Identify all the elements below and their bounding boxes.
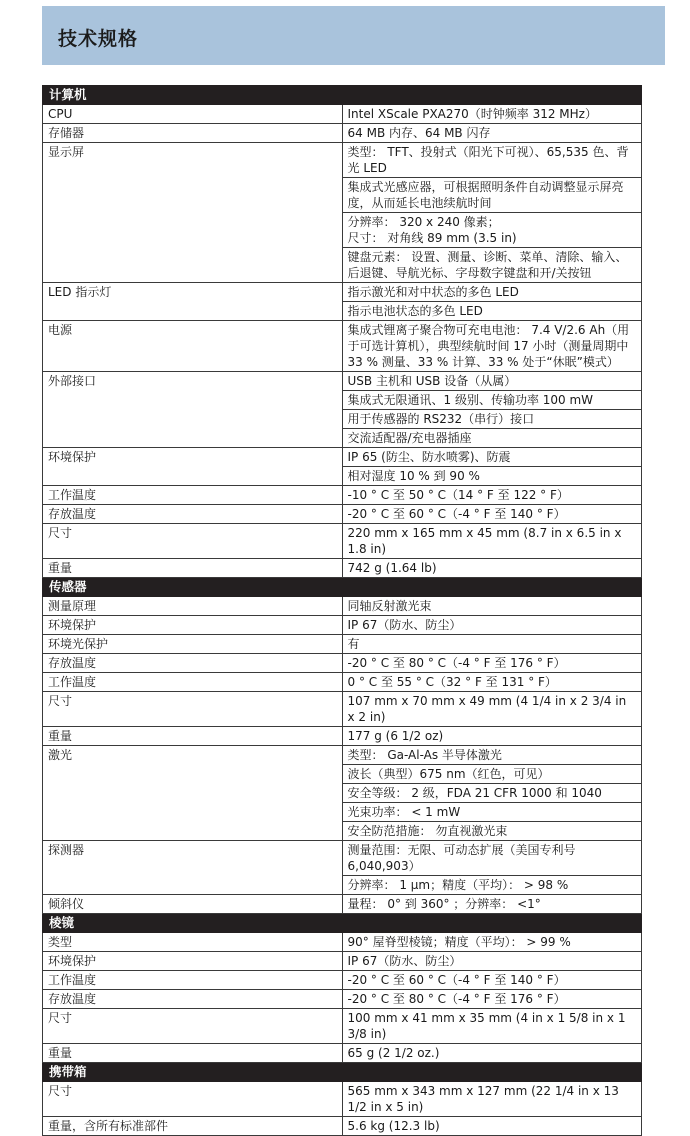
spec-label: 激光 (43, 746, 343, 841)
page-title: 技术规格 (58, 28, 139, 50)
spec-value: IP 67（防水、防尘） (342, 616, 642, 635)
table-row (43, 143, 642, 178)
spec-label: 重量 (43, 1044, 343, 1063)
spec-value: 交流适配器/充电器插座 (342, 429, 642, 448)
spec-value: 65 g (2 1/2 oz.) (342, 1044, 642, 1063)
table-row (43, 727, 642, 746)
spec-label: 尺寸 (43, 524, 343, 559)
table-row (43, 933, 642, 952)
table-row (43, 1044, 642, 1063)
spec-value: 177 g (6 1/2 oz) (342, 727, 642, 746)
table-row (43, 1117, 642, 1136)
spec-label: 尺寸 (43, 1082, 343, 1117)
spec-value: 安全等级： 2 级，FDA 21 CFR 1000 和 1040 (342, 784, 642, 803)
section-header-row (43, 578, 642, 597)
spec-value: 5.6 kg (12.3 lb) (342, 1117, 642, 1136)
spec-value: 安全防范措施： 勿直视激光束 (342, 822, 642, 841)
spec-value: 波长（典型）675 nm（红色，可见） (342, 765, 642, 784)
spec-value: 类型： Ga-Al-As 半导体激光 (342, 746, 642, 765)
spec-label: 电源 (43, 321, 343, 372)
spec-value: USB 主机和 USB 设备（从属） (342, 372, 642, 391)
table-row (43, 559, 642, 578)
spec-table-body (43, 86, 642, 1136)
section-title: 棱镜 (43, 914, 642, 933)
spec-value: 量程： 0° 到 360° ；分辨率： <1° (342, 895, 642, 914)
spec-value: 0 ° C 至 55 ° C（32 ° F 至 131 ° F） (342, 673, 642, 692)
spec-value: -20 ° C 至 60 ° C（-4 ° F 至 140 ° F） (342, 505, 642, 524)
spec-label: CPU (43, 105, 343, 124)
spec-value: 分辨率： 320 x 240 像素； 尺寸： 对角线 89 mm (3.5 in) (342, 213, 642, 248)
table-row (43, 283, 642, 302)
table-row (43, 1009, 642, 1044)
table-row (43, 746, 642, 765)
section-title: 携带箱 (43, 1063, 642, 1082)
spec-value: -20 ° C 至 60 ° C（-4 ° F 至 140 ° F） (342, 971, 642, 990)
spec-value: -20 ° C 至 80 ° C（-4 ° F 至 176 ° F） (342, 990, 642, 1009)
spec-label: LED 指示灯 (43, 283, 343, 321)
spec-label: 外部接口 (43, 372, 343, 448)
table-row (43, 505, 642, 524)
section-title: 计算机 (43, 86, 642, 105)
spec-value: 光束功率： < 1 mW (342, 803, 642, 822)
spec-value: 测量范围：无限、可动态扩展（美国专利号 6,040,903） (342, 841, 642, 876)
spec-label: 工作温度 (43, 673, 343, 692)
spec-label: 存放温度 (43, 654, 343, 673)
table-row (43, 971, 642, 990)
spec-value: 742 g (1.64 lb) (342, 559, 642, 578)
spec-value: 220 mm x 165 mm x 45 mm (8.7 in x 6.5 in x 1.8 in) (342, 524, 642, 559)
spec-label: 尺寸 (43, 692, 343, 727)
spec-value: 集成式无限通讯、1 级别、传输功率 100 mW (342, 391, 642, 410)
spec-value: 90° 屋脊型棱镜；精度（平均）： > 99 % (342, 933, 642, 952)
spec-value: -10 ° C 至 50 ° C（14 ° F 至 122 ° F） (342, 486, 642, 505)
table-row (43, 1082, 642, 1117)
spec-value: 107 mm x 70 mm x 49 mm (4 1/4 in x 2 3/4 in x 2 in) (342, 692, 642, 727)
spec-table (42, 85, 642, 1136)
spec-label: 环境保护 (43, 448, 343, 486)
spec-value: 指示电池状态的多色 LED (342, 302, 642, 321)
spec-label: 重量 (43, 559, 343, 578)
spec-value: Intel XScale PXA270（时钟频率 312 MHz） (342, 105, 642, 124)
section-header-row (43, 914, 642, 933)
spec-value: 集成式光感应器，可根据照明条件自动调整显示屏亮度，从而延长电池续航时间 (342, 178, 642, 213)
page-header (42, 6, 665, 65)
table-row (43, 448, 642, 467)
spec-value: 有 (342, 635, 642, 654)
spec-value: IP 67（防水、防尘） (342, 952, 642, 971)
spec-label: 类型 (43, 933, 343, 952)
spec-value: 类型： TFT、投射式（阳光下可视）、65,535 色、背光 LED (342, 143, 642, 178)
spec-label: 存储器 (43, 124, 343, 143)
table-row (43, 635, 642, 654)
table-row (43, 372, 642, 391)
spec-value: 565 mm x 343 mm x 127 mm (22 1/4 in x 13 1/2 in x 5 in) (342, 1082, 642, 1117)
spec-label: 测量原理 (43, 597, 343, 616)
spec-label: 环境保护 (43, 952, 343, 971)
table-row (43, 952, 642, 971)
spec-label: 环境光保护 (43, 635, 343, 654)
table-row (43, 486, 642, 505)
spec-label: 工作温度 (43, 486, 343, 505)
table-row (43, 895, 642, 914)
spec-label: 存放温度 (43, 990, 343, 1009)
spec-value: -20 ° C 至 80 ° C（-4 ° F 至 176 ° F） (342, 654, 642, 673)
table-row (43, 597, 642, 616)
spec-value: 相对湿度 10 % 到 90 % (342, 467, 642, 486)
table-row (43, 124, 642, 143)
table-row (43, 524, 642, 559)
table-row (43, 990, 642, 1009)
table-row (43, 616, 642, 635)
table-row (43, 673, 642, 692)
section-header-row (43, 86, 642, 105)
spec-value: 100 mm x 41 mm x 35 mm (4 in x 1 5/8 in x 1 3/8 in) (342, 1009, 642, 1044)
spec-label: 显示屏 (43, 143, 343, 283)
spec-label: 倾斜仪 (43, 895, 343, 914)
section-title: 传感器 (43, 578, 642, 597)
table-row (43, 841, 642, 876)
spec-label: 工作温度 (43, 971, 343, 990)
spec-label: 尺寸 (43, 1009, 343, 1044)
spec-label: 重量，含所有标准部件 (43, 1117, 343, 1136)
table-row (43, 654, 642, 673)
spec-value: 64 MB 内存、64 MB 闪存 (342, 124, 642, 143)
spec-value: 集成式锂离子聚合物可充电电池： 7.4 V/2.6 Ah（用于可选计算机），典型续航时间 17 小时（测量周期中 33 % 测量、33 % 计算、33 % 处于“休眠”模式） (342, 321, 642, 372)
table-row (43, 105, 642, 124)
table-row (43, 692, 642, 727)
spec-label: 重量 (43, 727, 343, 746)
spec-value: IP 65 (防尘、防水喷雾)、防震 (342, 448, 642, 467)
spec-value: 键盘元素： 设置、测量、诊断、菜单、清除、输入、后退键、导航光标、字母数字键盘和开/关按钮 (342, 248, 642, 283)
spec-value: 同轴反射激光束 (342, 597, 642, 616)
spec-value: 用于传感器的 RS232（串行）接口 (342, 410, 642, 429)
spec-value: 指示激光和对中状态的多色 LED (342, 283, 642, 302)
spec-label: 存放温度 (43, 505, 343, 524)
spec-label: 环境保护 (43, 616, 343, 635)
spec-value: 分辨率： 1 μm；精度（平均）： > 98 % (342, 876, 642, 895)
spec-label: 探测器 (43, 841, 343, 895)
section-header-row (43, 1063, 642, 1082)
table-row (43, 321, 642, 372)
